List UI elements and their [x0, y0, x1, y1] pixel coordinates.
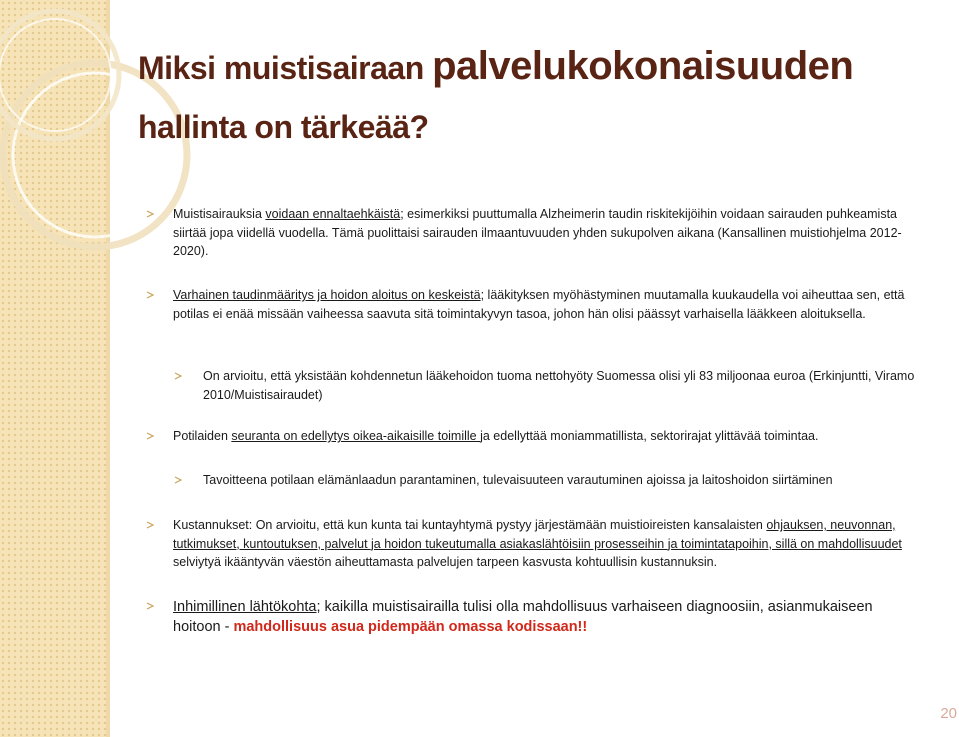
page-title [138, 40, 938, 160]
page-number: 20 [940, 705, 957, 722]
bullet-text-pre: Kustannukset: On arvioitu, että kun kunta tai kuntayhtymä pystyy järjestämään muistioireisten kansalaisten [173, 518, 767, 532]
arrow-bullet-icon [145, 209, 155, 219]
arrow-bullet-icon [145, 601, 155, 611]
bullet-text: On arvioitu, että yksistään kohdennetun lääkehoidon tuoma nettohyöty Suomessa olisi yli 83 miljoonaa euroa (Erkinjuntti, Viramo 2010/Muistisairaudet) [203, 369, 915, 402]
bullet-underline-link: seuranta on edellytys oikea-aikaisille toimille [231, 429, 481, 443]
arrow-bullet-icon [173, 475, 183, 485]
bullet-goal [203, 471, 923, 490]
arrow-bullet-icon [173, 371, 183, 381]
bullet-follow-up [173, 427, 918, 446]
bullet-text-post: selviytyä ikääntyvän väestön aiheuttamasta palvelujen tarpeen kasvusta kohtuullisin kustannuksin. [173, 555, 718, 569]
bullet-underline-link: voidaan ennaltaehkäistä [265, 207, 401, 221]
bullet-underline-link: Varhainen taudinmääritys ja hoidon aloitus on keskeistä [173, 288, 481, 302]
bullet-prevention [173, 205, 913, 261]
arrow-bullet-icon [145, 290, 155, 300]
bullet-early-diagnosis [173, 286, 918, 323]
bullet-underline-link: ohjauksen, neuvonnan, tutkimukset, kuntoutuksen, palvelut ja hoidon tukeutumalla asiakaslähtöisiin prosesseihin ja toimintatapoihin, sillä on mahdollisuudet [173, 518, 902, 551]
title-part-1: Miksi muistisairaan [138, 50, 433, 86]
bullet-text-post: ; esimerkiksi puuttumalla Alzheimerin taudin riskitekijöihin voidaan sairauden puhkeamista siirtää jopa viidellä vuodella. Tämä puolittaisi sairauden ilmaantuvuuden yhden sukupolven aikana (Kansallinen muistiohjelma 2012-2020). [173, 207, 902, 258]
bullet-text-post: ja edellyttää moniammatillista, sektorirajat ylittävää toimintaa. [480, 429, 819, 443]
bullet-text: Tavoitteena potilaan elämänlaadun parantaminen, tulevaisuuteen varautuminen ajoissa ja laitoshoidon siirtäminen [203, 473, 833, 487]
bullet-text-mid: ; kaikilla muistisairailla tulisi olla mahdollisuus varhaiseen diagnoosiin, asianmukaiseen hoitoon - [173, 599, 873, 635]
bullet-net-benefit [203, 367, 923, 404]
bullet-text-pre: Potilaiden [173, 429, 232, 443]
bullet-text-post: ; lääkityksen myöhästyminen muutamalla kuukaudella voi aiheuttaa sen, että potilas ei enää missään vaiheessa saavuta sitä toimintakyvyn tasoa, johon hän olisi päässyt varhaisella lääkkeen aloituksella. [173, 288, 905, 321]
title-part-3: hallinta on tärkeää? [138, 109, 429, 145]
bullet-text-pre: Muistisairauksia [173, 207, 266, 221]
bullet-highlight-red: mahdollisuus asua pidempään omassa kodissaan!! [233, 619, 588, 635]
arrow-bullet-icon [145, 431, 155, 441]
arrow-bullet-icon [145, 520, 155, 530]
bullet-underline-link: Inhimillinen lähtökohta [173, 599, 317, 615]
title-part-2: palvelukokonaisuuden [432, 44, 854, 88]
bullet-human-perspective [173, 597, 918, 637]
bullet-costs [173, 516, 918, 572]
